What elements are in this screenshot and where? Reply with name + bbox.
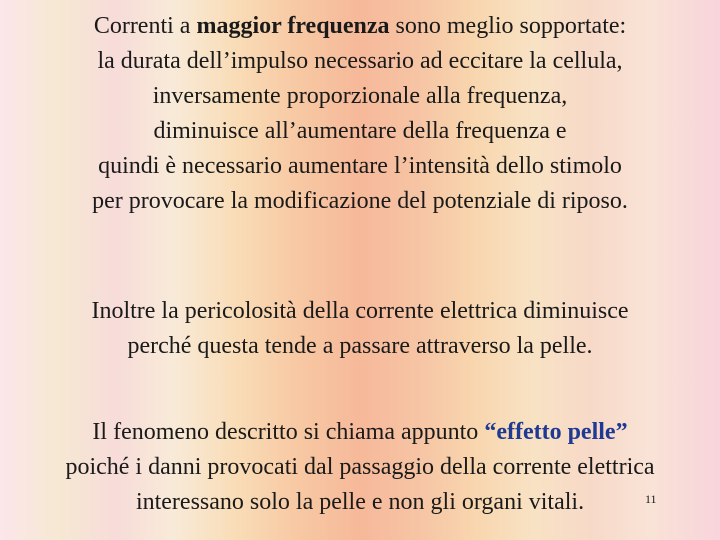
text-line: per provocare la modificazione del potenziale di riposo. <box>92 188 628 214</box>
text-segment: sono meglio sopportate: <box>389 13 627 39</box>
paragraph-frequency <box>0 9 720 219</box>
text-segment: Correnti a <box>93 13 197 39</box>
text-line: la durata dell’impulso necessario ad eccitare la cellula, <box>97 48 623 74</box>
text-segment: Il fenomeno descritto si chiama appunto <box>92 419 485 445</box>
paragraph-danger <box>0 294 720 364</box>
highlighted-term: “effetto pelle” <box>484 419 628 445</box>
text-line <box>0 9 720 44</box>
text-line: perché questa tende a passare attraverso la pelle. <box>127 333 593 359</box>
bold-term: maggior frequenza <box>196 13 390 39</box>
text-line: diminuisce all’aumentare della frequenza e <box>153 118 567 144</box>
text-line: quindi è necessario aumentare l’intensità dello stimolo <box>98 153 622 179</box>
text-line <box>0 415 720 450</box>
paragraph-skin-effect <box>0 415 720 520</box>
text-line: poiché i danni provocati dal passaggio della corrente elettrica <box>65 454 655 480</box>
page-number: 11 <box>645 492 657 506</box>
text-line: Inoltre la pericolosità della corrente elettrica diminuisce <box>91 298 629 324</box>
text-line: inversamente proporzionale alla frequenza, <box>152 83 568 109</box>
text-line: interessano solo la pelle e non gli organi vitali. <box>135 489 585 515</box>
